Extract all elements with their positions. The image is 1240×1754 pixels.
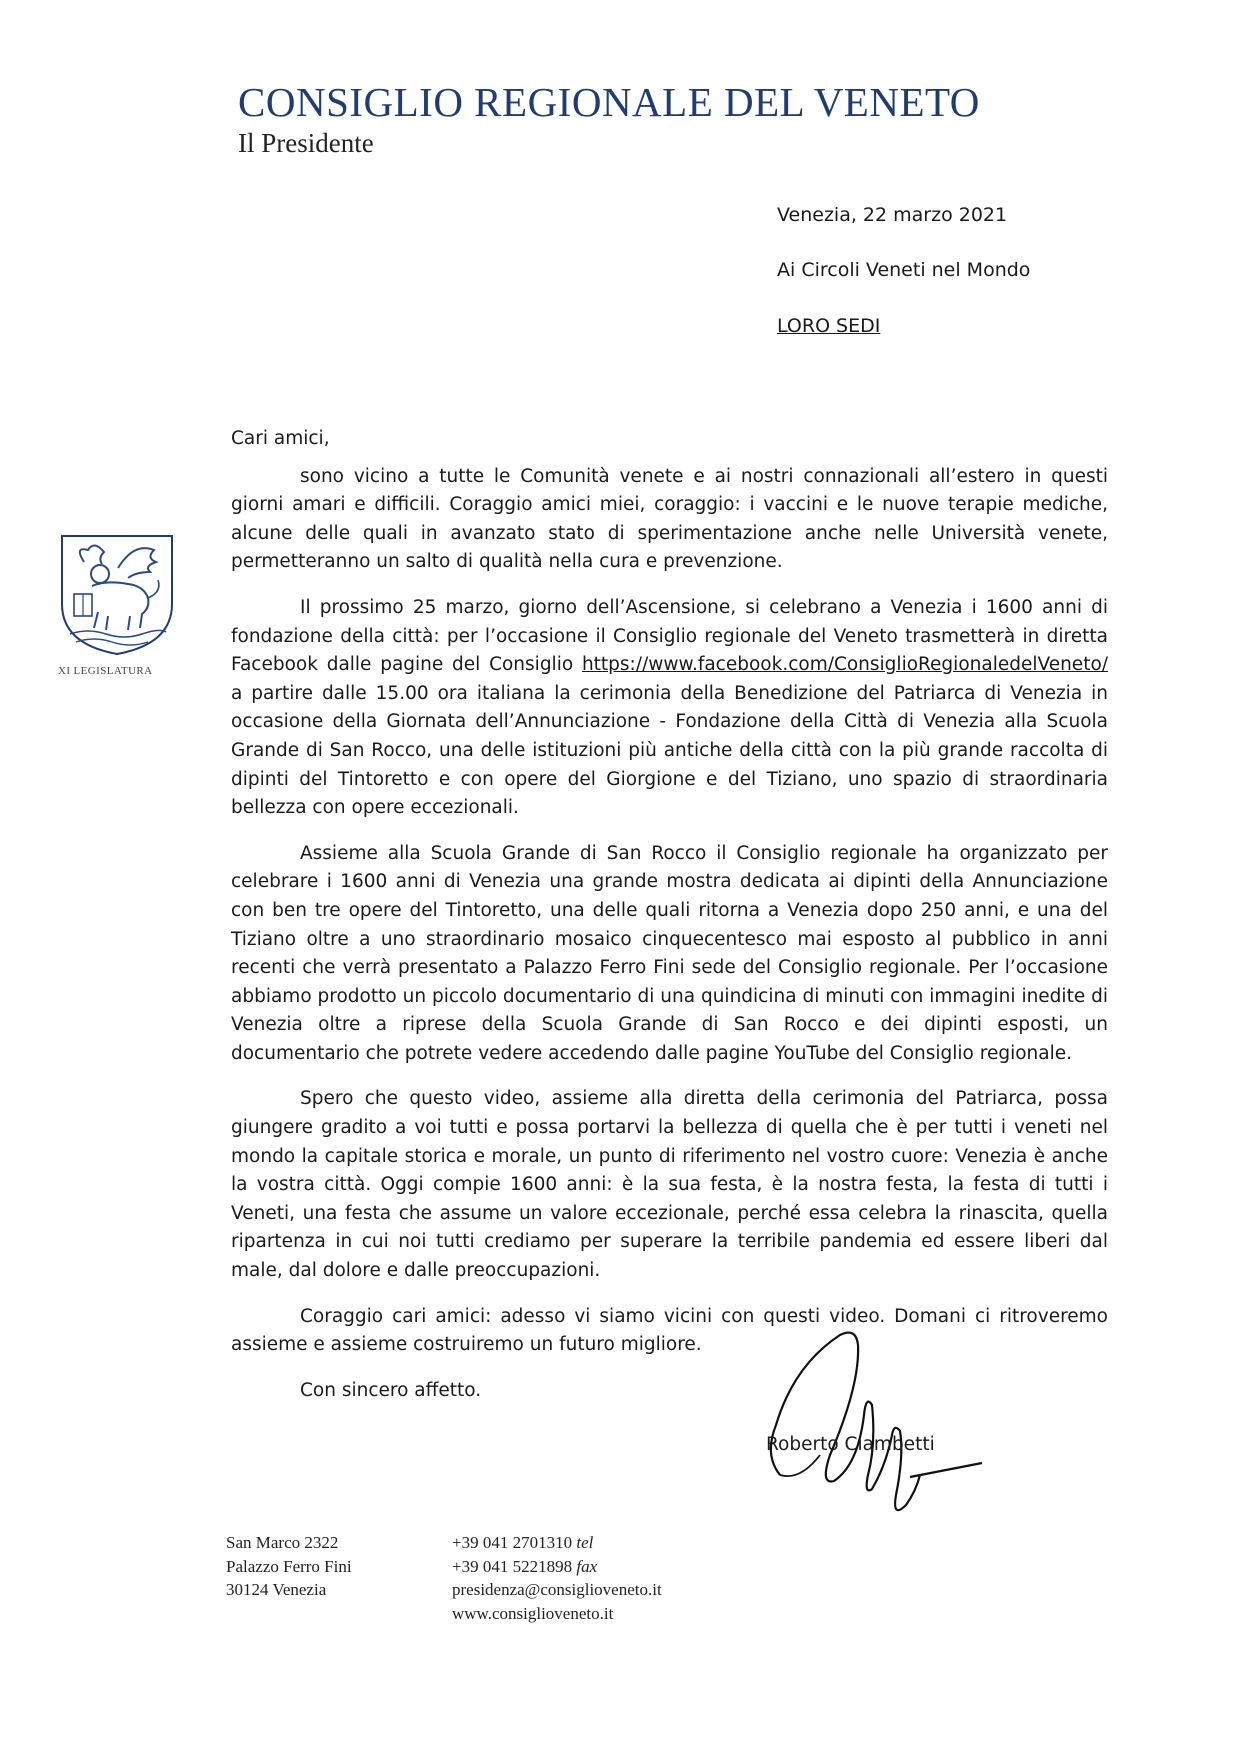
footer-address bbox=[226, 1531, 352, 1602]
footer-fax-number: +39 041 5221898 bbox=[452, 1556, 573, 1576]
letter-recipient-sedi: LORO SEDI bbox=[777, 315, 881, 337]
letter-closing: Con sincero affetto. bbox=[300, 1379, 482, 1401]
letterhead-title: CONSIGLIO REGIONALE DEL VENETO bbox=[238, 79, 980, 125]
footer-contacts bbox=[452, 1531, 662, 1625]
letterhead-subtitle: Il Presidente bbox=[238, 128, 374, 158]
letter-paragraph-3: Assieme alla Scuola Grande di San Rocco il Consiglio regionale ha organizzato per celebrare i 1600 anni di Venezia una grande mostra dedicata ai dipinti della Annunciazione con ben tre opere del Tintoretto, una delle quali ritorna a Venezia dopo 250 anni, e una del Tiziano oltre a uno straordinario mosaico cinquecentesco mai esposto al pubblico in anni recenti che verrà presentato a Palazzo Ferro Fini sede del Consiglio regionale. Per l’occasione abbiamo prodotto un piccolo documentario di una quindicina di minuti con immagini inedite di Venezia oltre a riprese della Scuola Grande di San Rocco e dei dipinti esposti, un documentario che potrete vedere accedendo dalle pagine YouTube del Consiglio regionale. bbox=[231, 842, 1108, 1064]
letter-salutation: Cari amici, bbox=[231, 428, 330, 449]
footer-tel-label: tel bbox=[576, 1533, 594, 1552]
letter-date: Venezia, 22 marzo 2021 bbox=[777, 204, 1008, 226]
lion-of-saint-mark-emblem-icon bbox=[58, 532, 176, 658]
letter-paragraph-4: Spero che questo video, assieme alla diretta della cerimonia del Patriarca, possa giungere gradito a voi tutti e possa portarvi la bellezza di quella che è per tutti i veneti nel mondo la capitale storica e morale, un punto di riferimento nel vostro cuore: Venezia è anche la vostra città. Oggi compie 1600 anni: è la sua festa, è la nostra festa, la festa di tutti i Veneti, una festa che assume un valore eccezionale, perché essa celebra la rinascita, quella ripartenza in cui noi tutti crediamo per superare la terribile pandemia ed essere liberi dal male, dal dolore e dalle preoccupazioni. bbox=[231, 1088, 1108, 1282]
footer-address-line-1: San Marco 2322 bbox=[226, 1533, 339, 1552]
emblem-caption: XI LEGISLATURA bbox=[58, 665, 153, 677]
footer-website: www.consiglioveneto.it bbox=[452, 1603, 614, 1623]
letter-paragraph-1: sono vicino a tutte le Comunità venete e ai nostri connazionali all’estero in questi giorni amari e difficili. Coraggio amici miei, coraggio: i vaccini e le nuove terapie mediche, alcune delle quali in avanzato stato di sperimentazione anche nelle Università venete, permetteranno un salto di qualità nella cura e prevenzione. bbox=[231, 465, 1108, 573]
letter-paragraph-2 bbox=[231, 594, 1108, 823]
paragraph-2-text-before: Il prossimo 25 marzo, giorno dell’Ascensione, si celebrano a Venezia i 1600 anni di fondazione della città: per l’occasione il Consiglio regionale del Veneto trasmetterà in diretta Facebook dalle pagine del Consiglio bbox=[231, 596, 1108, 676]
footer-tel-number: +39 041 2701310 bbox=[452, 1533, 573, 1552]
paragraph-2-text-after: a partire dalle 15.00 ora italiana la cerimonia della Benedizione del Patriarca di Venezia in occasione della Giornata dell’Annunciazione - Fondazione della Città di Venezia alla Scuola Grande di San Rocco, una delle istituzioni più antiche della città con la più grande raccolta di dipinti del Tintoretto e con opere del Giorgione e del Tiziano, uno spazio di straordinaria bellezza con opere eccezionali. bbox=[231, 682, 1108, 819]
letter-recipient: Ai Circoli Veneti nel Mondo bbox=[777, 259, 1031, 281]
footer-address-line-2: Palazzo Ferro Fini bbox=[226, 1556, 352, 1576]
letter-paragraph-5: Coraggio cari amici: adesso vi siamo vicini con questi video. Domani ci ritroveremo assieme e assieme costruiremo un futuro migliore. bbox=[231, 1305, 1108, 1356]
footer-fax bbox=[452, 1555, 662, 1579]
facebook-page-link[interactable]: https://www.facebook.com/ConsiglioRegionaledelVeneto/ bbox=[581, 654, 1108, 676]
footer-fax-label: fax bbox=[576, 1556, 598, 1576]
footer-email: presidenza@consiglioveneto.it bbox=[452, 1580, 662, 1599]
handwritten-signature bbox=[760, 1305, 1000, 1525]
footer-address-line-3: 30124 Venezia bbox=[226, 1580, 327, 1599]
letter-body bbox=[231, 425, 1108, 1422]
signer-name: Roberto Ciambetti bbox=[766, 1434, 935, 1455]
footer-tel bbox=[452, 1531, 662, 1555]
